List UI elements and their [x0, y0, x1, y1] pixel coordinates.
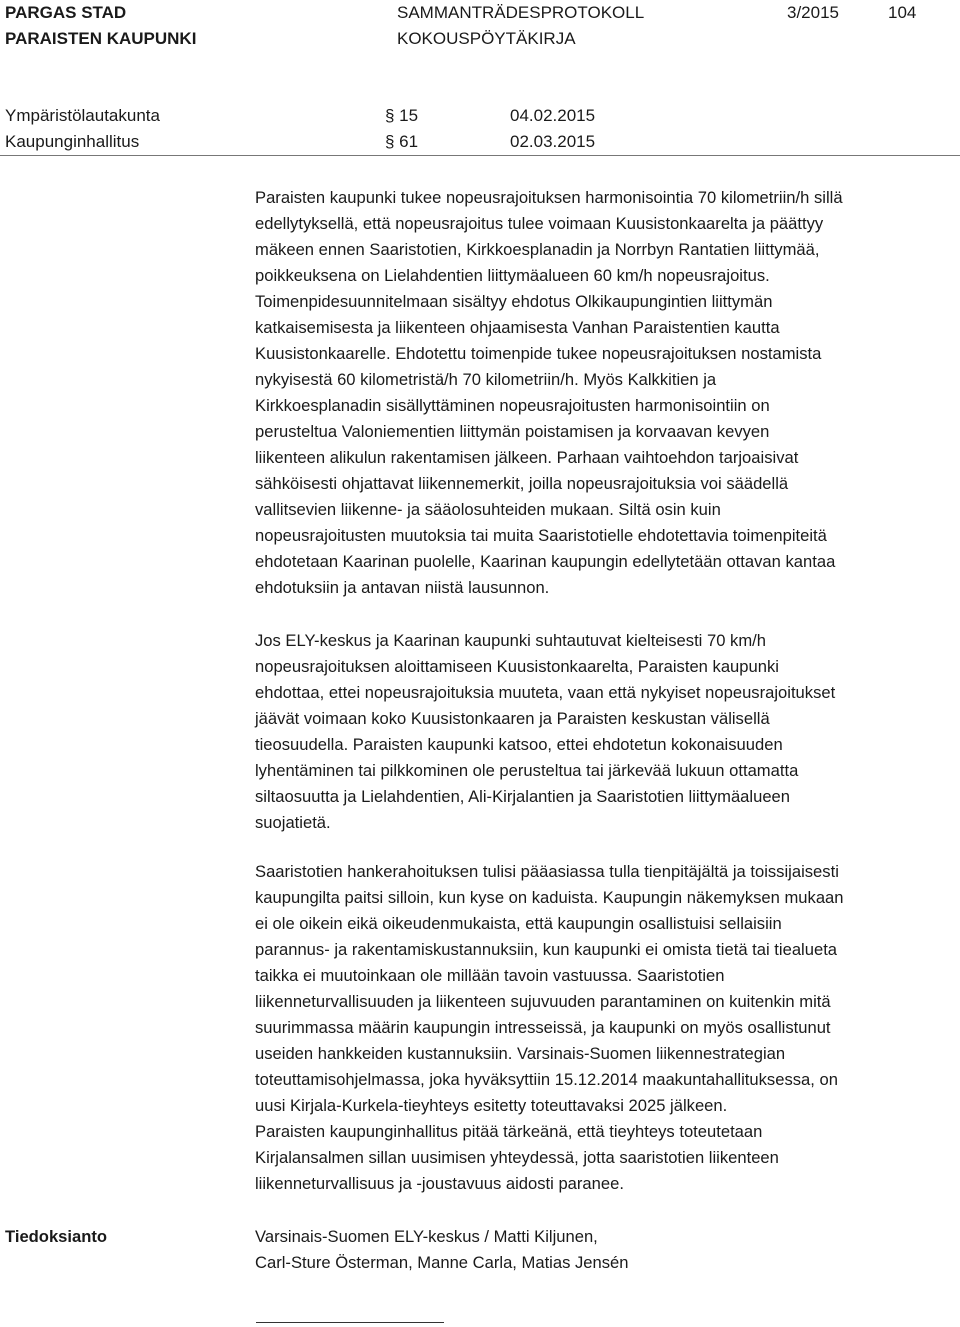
signature-line [256, 1322, 444, 1323]
paragraph-line: ehdotuksiin ja antavan niistä lausunnon. [255, 578, 550, 597]
paragraph-line: uusi Kirjala-Kurkela-tieyhteys esitetty toteuttavaksi 2025 jälkeen. [255, 1096, 728, 1115]
document-type-swedish: SAMMANTRÄDESPROTOKOLL [397, 3, 645, 22]
paragraph-line: nopeusrajoitusten muutoksia tai muita Saaristotielle ehdotettavia toimenpiteitä [255, 526, 827, 545]
paragraph-line: tieosuudella. Paraisten kaupunki katsoo, ettei ehdotetun kokonaisuuden [255, 735, 783, 754]
organization-name-finnish: PARAISTEN KAUPUNKI [5, 29, 197, 48]
paragraph-line: jäävät voimaan koko Kuusistonkaaren ja Paraisten keskustan välisellä [255, 709, 770, 728]
organization-name-swedish: PARGAS STAD [5, 3, 127, 22]
paragraph-line: Saaristotien hankerahoituksen tulisi pääasiassa tulla tienpitäjältä ja toissijaisesti [255, 862, 839, 881]
paragraph-line: poikkeuksena on Lielahdentien liittymäalueen 60 km/h nopeusrajoitus. [255, 266, 770, 285]
paragraph-line: toteuttamisohjelmassa, joka hyväksyttiin 15.12.2014 maakuntahallituksessa, on [255, 1070, 838, 1089]
paragraph-line: nykyisestä 60 kilometristä/h 70 kilometriin/h. Myös Kalkkitien ja [255, 370, 717, 389]
page-number: 104 [888, 3, 917, 22]
meeting-date: 04.02.2015 [510, 106, 596, 125]
recipient-line: Carl-Sture Österman, Manne Carla, Matias Jensén [255, 1253, 629, 1272]
paragraph-line: Paraisten kaupunki tukee nopeusrajoituksen harmonisointia 70 kilometriin/h sillä [255, 188, 843, 207]
paragraph-line: Kirkkoesplanadin sisällyttäminen nopeusrajoitusten harmonisointiin on [255, 396, 770, 415]
organization-name [5, 0, 196, 52]
paragraph-line: liikenneturvallisuuden ja liikenteen sujuvuuden parantaminen on kuitenkin mitä [255, 992, 831, 1011]
paragraph-line: useiden hankkeiden kustannuksiin. Varsinais-Suomen liikennestrategian [255, 1044, 786, 1063]
meeting-body: Ympäristölautakunta [5, 106, 160, 125]
paragraph-line: parannus- ja rakentamiskustannuksiin, kun kaupunki ei omista tietä tai tiealueta [255, 940, 838, 959]
paragraph-line: mäkeen ennen Saaristotien, Kirkkoesplanadin ja Norrbyn Rantatien liittymää, [255, 240, 820, 259]
paragraph-line: sähköisesti ohjattavat liikennemerkit, joilla nopeusrajoituksia voi säädellä [255, 474, 789, 493]
paragraph-line: suojatietä. [255, 813, 331, 832]
paragraph-line: perusteltua Valoniementien liittymän poistamisen ja korvaavan kevyen [255, 422, 770, 441]
paragraph-line: Toimenpidesuunnitelmaan sisältyy ehdotus Olkikaupungintien liittymän [255, 292, 773, 311]
paragraph-line: Kuusistonkaarelle. Ehdotettu toimenpide tukee nopeusrajoituksen nostamista [255, 344, 822, 363]
meeting-section: § 15 [385, 106, 419, 125]
meeting-section: § 61 [385, 132, 419, 151]
paragraph [255, 628, 955, 836]
paragraph-line: liikenteen alikulun rakentamisen jälkeen. Parhaan vaihtoehdon tarjoaisivat [255, 448, 799, 467]
document-type [397, 0, 644, 52]
paragraph-line: liikenneturvallisuus ja -joustavuus aidosti paranee. [255, 1174, 624, 1193]
paragraph-line: Paraisten kaupunginhallitus pitää tärkeänä, että tieyhteys toteutetaan [255, 1122, 763, 1141]
paragraph [255, 185, 955, 601]
notification-label: Tiedoksianto [5, 1227, 108, 1246]
header-divider [0, 155, 960, 156]
paragraph-line: lyhentäminen tai pilkkominen ole perusteltua tai järkevää lukuun ottamatta [255, 761, 799, 780]
paragraph-line: kaupungilta paitsi silloin, kun kyse on kaduista. Kaupungin näkemyksen mukaan [255, 888, 844, 907]
paragraph-line: katkaisemisesta ja liikenteen ohjaamisesta Vanhan Paraistentien kautta [255, 318, 780, 337]
paragraph [255, 859, 955, 1197]
recipient-line: Varsinais-Suomen ELY-keskus / Matti Kiljunen, [255, 1227, 598, 1246]
paragraph-line: siltaosuutta ja Lielahdentien, Ali-Kirjalantien ja Saaristotien liittymäalueen [255, 787, 791, 806]
paragraph-line: ei ole oikein eikä oikeudenmukaista, että kaupungin osallistuisi sellaisiin [255, 914, 782, 933]
paragraph-line: Kirjalansalmen sillan uusimisen yhteydessä, jotta saaristotien liikenteen [255, 1148, 779, 1167]
document-type-finnish: KOKOUSPÖYTÄKIRJA [397, 29, 576, 48]
paragraph-line: vallitsevien liikenne- ja sääolosuhteiden mukaan. Siltä osin kuin [255, 500, 721, 519]
paragraph-line: Jos ELY-keskus ja Kaarinan kaupunki suhtautuvat kielteisesti 70 km/h [255, 631, 767, 650]
meeting-date: 02.03.2015 [510, 132, 596, 151]
paragraph-line: suurimmassa määrin kaupungin intresseissä, ja kaupunki on myös osallistunut [255, 1018, 831, 1037]
paragraph-line: taikka ei muutoinkaan ole millään tavoin vastuussa. Saaristotien [255, 966, 725, 985]
paragraph-line: nopeusrajoituksen aloittamiseen Kuusistonkaarelta, Paraisten kaupunki [255, 657, 779, 676]
notification-recipients [255, 1224, 955, 1276]
paragraph-line: ehdotetaan Kaarinan puolelle, Kaarinan kaupungin edellytetään ottavan kantaa [255, 552, 836, 571]
meeting-body: Kaupunginhallitus [5, 132, 140, 151]
paragraph-line: edellytyksellä, että nopeusrajoitus tulee voimaan Kuusistonkaarelta ja päättyy [255, 214, 824, 233]
paragraph-line: ehdottaa, ettei nopeusrajoituksia muuteta, vaan että nykyiset nopeusrajoitukset [255, 683, 836, 702]
protocol-number: 3/2015 [787, 3, 839, 22]
